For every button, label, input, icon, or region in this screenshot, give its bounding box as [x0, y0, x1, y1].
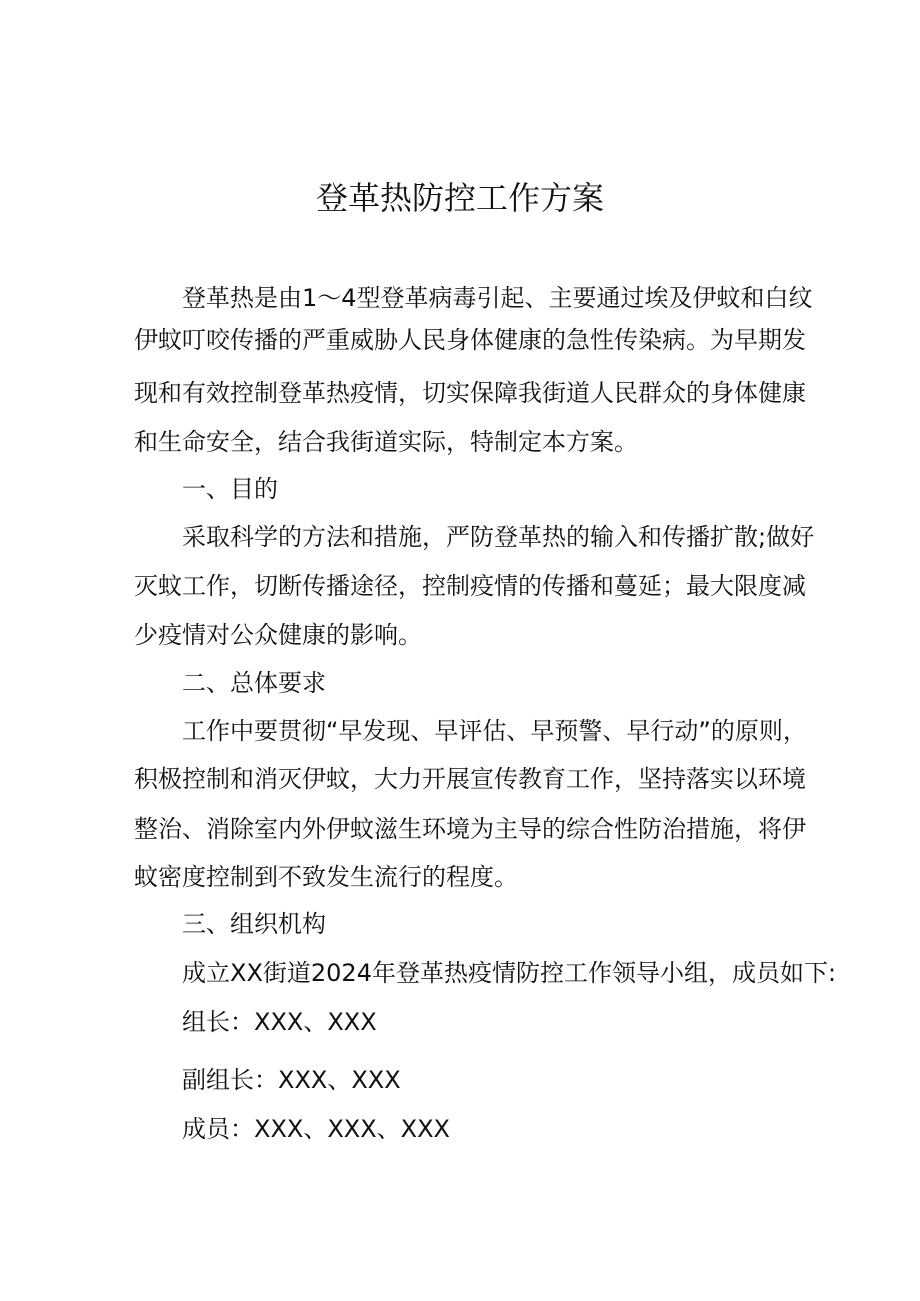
document-title: 登革热防控工作方案	[315, 179, 604, 217]
group-leader-line: 组长：XXX、XXX	[182, 1008, 377, 1036]
members-line: 成员：XXX、XXX、XXX	[182, 1115, 450, 1143]
section3-line-1: 成立XX街道2024年登革热疫情防控工作领导小组，成员如下:	[182, 959, 837, 987]
section2-heading: 二、总体要求	[182, 669, 326, 697]
intro-line-1: 登革热是由1～4型登革病毒引起、主要通过埃及伊蚊和白纹	[182, 284, 813, 312]
section1-line-2: 灭蚊工作，切断传播途径，控制疫情的传播和蔓延；最大限度减	[134, 572, 806, 600]
section1-line-3: 少疫情对公众健康的影响。	[134, 621, 422, 649]
section2-line-4: 蚊密度控制到不致发生流行的程度。	[134, 863, 518, 891]
intro-line-2: 伊蚊叮咬传播的严重威胁人民身体健康的急性传染病。为早期发	[134, 326, 806, 354]
section2-line-2: 积极控制和消灭伊蚊，大力开展宣传教育工作，坚持落实以环境	[134, 765, 806, 793]
deputy-leader-line: 副组长：XXX、XXX	[182, 1066, 401, 1094]
section2-line-3: 整治、消除室内外伊蚊滋生环境为主导的综合性防治措施，将伊	[134, 815, 806, 843]
intro-line-4: 和生命安全，结合我街道实际，特制定本方案。	[134, 428, 638, 456]
section1-line-1: 采取科学的方法和措施，严防登革热的输入和传播扩散;做好	[182, 523, 815, 551]
section1-heading: 一、目的	[182, 475, 278, 503]
intro-line-3: 现和有效控制登革热疫情，切实保障我街道人民群众的身体健康	[134, 379, 806, 407]
section2-line-1: 工作中要贯彻“早发现、早评估、早预警、早行动”的原则，	[182, 717, 807, 745]
section3-heading: 三、组织机构	[182, 910, 326, 938]
